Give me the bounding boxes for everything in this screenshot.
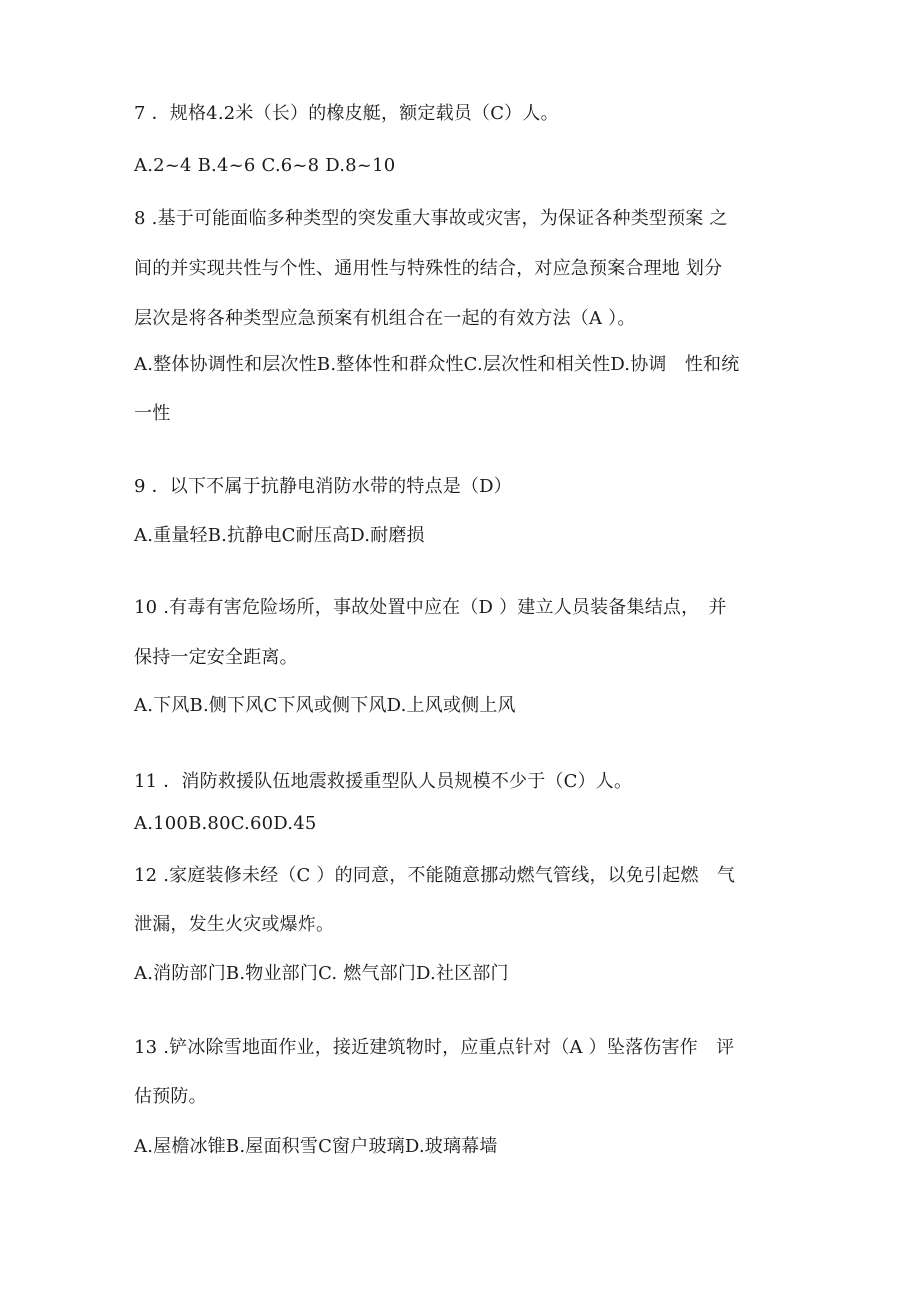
question-9-text: 9 ．以下不属于抗静电消防水带的特点是（D） [134,476,513,497]
question-12-options: A.消防部门B.物业部门C. 燃气部门D.社区部门 [134,963,509,984]
question-8-text-line-3: 层次是将各种类型应急预案有机组合在一起的有效方法（A ）。 [134,308,636,329]
question-8-options-line-2: 一性 [134,403,171,424]
question-10-text-line-2: 保持一定安全距离。 [134,647,298,668]
question-13-text-line-2: 估预防。 [134,1086,207,1107]
question-13-options: A.屋檐冰锥B.屋面积雪C窗户玻璃D.玻璃幕墙 [134,1136,498,1157]
question-10-options: A.下风B.侧下风C下风或侧下风D.上风或侧上风 [134,695,516,716]
question-8-text-line-1: 8 .基于可能面临多种类型的突发重大事故或灾害，为保证各种类型预案 之 [134,208,728,229]
question-8-options-line-1: A.整体协调性和层次性B.整体性和群众性C.层次性和相关性D.协调 性和统 [134,354,740,375]
question-12-text-line-1: 12 .家庭装修未经（C ）的同意，不能随意挪动燃气管线，以免引起燃 气 [134,865,736,886]
question-7-options: A.2~4 B.4~6 C.6~8 D.8~10 [134,155,396,176]
question-12-text-line-2: 泄漏，发生火灾或爆炸。 [134,914,335,935]
question-7-text: 7 ．规格4.2米（长）的橡皮艇，额定载员（C）人。 [134,103,559,124]
question-8-text-line-2: 间的并实现共性与个性、通用性与特殊性的结合，对应急预案合理地 划分 [134,258,723,279]
question-9-options: A.重量轻B.抗静电C耐压高D.耐磨损 [134,525,425,546]
question-11-options: A.100B.80C.60D.45 [134,813,317,834]
question-13-text-line-1: 13 .铲冰除雪地面作业，接近建筑物时，应重点针对（A ）坠落伤害作 评 [134,1037,735,1058]
question-10-text-line-1: 10 .有毒有害危险场所，事故处置中应在（D ）建立人员装备集结点， 并 [134,597,727,618]
question-11-text: 11 ．消防救援队伍地震救援重型队人员规模不少于（C）人。 [134,771,633,792]
